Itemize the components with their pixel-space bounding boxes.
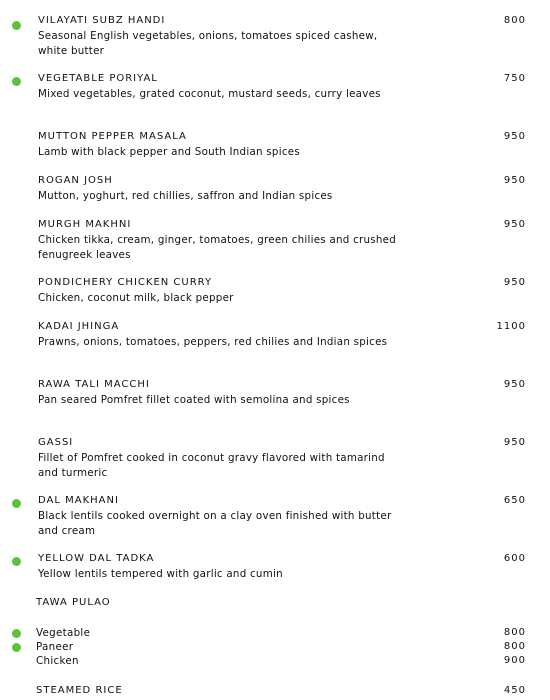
dish-description: Lamb with black pepper and South Indian spices — [38, 146, 300, 158]
dish-name: YELLOW DAL TADKA — [38, 553, 155, 564]
dish-name: KADAI JHINGA — [38, 321, 120, 332]
option-label: Vegetable — [36, 627, 91, 639]
dish-price: 950 — [503, 379, 526, 390]
dish-price: 950 — [503, 175, 526, 186]
option-price: 800 — [503, 641, 526, 652]
dish-name: MUTTON PEPPER MASALA — [38, 131, 187, 142]
dish-description: Prawns, onions, tomatoes, peppers, red chilies and Indian spices — [38, 336, 388, 348]
dish-name: VILAYATI SUBZ HANDI — [38, 15, 166, 26]
dish-price: 750 — [503, 73, 526, 84]
dish-price: 950 — [503, 437, 526, 448]
dish-price: 650 — [503, 495, 526, 506]
option-price: 900 — [503, 655, 526, 666]
dish-price: 950 — [503, 131, 526, 142]
dish-name: RAWA TALI MACCHI — [38, 379, 150, 390]
dish-description: Chicken, coconut milk, black pepper — [38, 292, 234, 304]
dish-name: GASSI — [38, 437, 74, 448]
dish-name: DAL MAKHANI — [38, 495, 119, 506]
dish-description: Chicken tikka, cream, ginger, tomatoes, green chilies and crushed fenugreek leaves — [38, 234, 397, 261]
dish-name: ROGAN JOSH — [38, 175, 113, 186]
dish-description: Yellow lentils tempered with garlic and cumin — [38, 568, 283, 580]
veg-indicator-icon — [12, 629, 21, 638]
dish-price: 950 — [503, 277, 526, 288]
dish-description: Black lentils cooked overnight on a clay oven finished with butter and cream — [38, 510, 392, 537]
dish-name: STEAMED RICE — [36, 685, 123, 696]
dish-description: Fillet of Pomfret cooked in coconut gravy flavored with tamarind and turmeric — [38, 452, 385, 479]
dish-price: 600 — [503, 553, 526, 564]
dish-price: 450 — [503, 685, 526, 696]
dish-price: 950 — [503, 219, 526, 230]
veg-indicator-icon — [12, 557, 21, 566]
dish-name: PONDICHERY CHICKEN CURRY — [38, 277, 213, 288]
option-label: Paneer — [36, 641, 74, 653]
dish-description: Mixed vegetables, grated coconut, mustard seeds, curry leaves — [38, 88, 381, 100]
dish-name: MURGH MAKHNI — [38, 219, 132, 230]
section-heading: TAWA PULAO — [36, 597, 111, 608]
veg-indicator-icon — [12, 21, 21, 30]
veg-indicator-icon — [12, 643, 21, 652]
dish-price: 1100 — [496, 321, 526, 332]
dish-description: Mutton, yoghurt, red chillies, saffron and Indian spices — [38, 190, 333, 202]
dish-description: Pan seared Pomfret fillet coated with semolina and spices — [38, 394, 350, 406]
veg-indicator-icon — [12, 499, 21, 508]
dish-description: Seasonal English vegetables, onions, tomatoes spiced cashew, white butter — [38, 30, 378, 57]
option-label: Chicken — [36, 655, 79, 667]
dish-price: 800 — [503, 15, 526, 26]
dish-name: VEGETABLE PORIYAL — [38, 73, 158, 84]
veg-indicator-icon — [12, 77, 21, 86]
option-price: 800 — [503, 627, 526, 638]
